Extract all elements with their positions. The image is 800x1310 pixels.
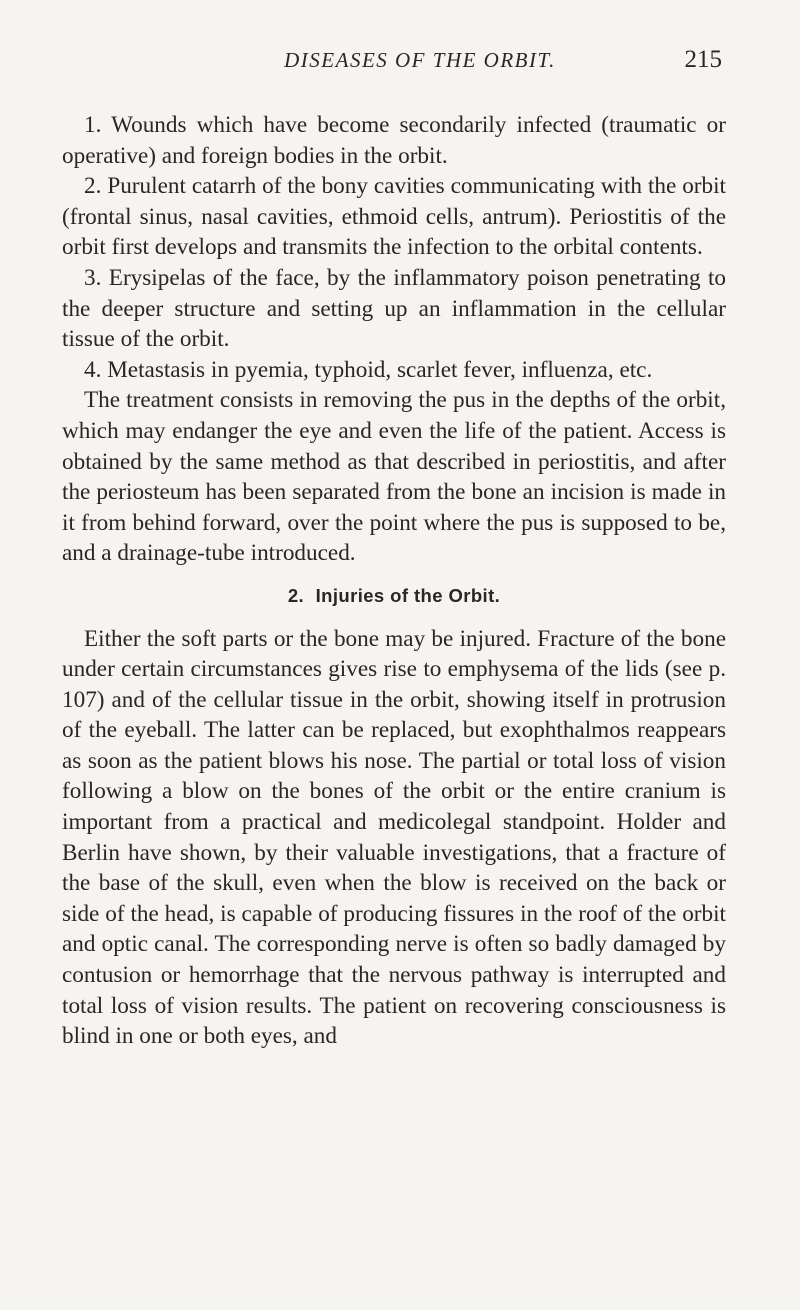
treatment-paragraph: The treatment consists in removing the pus in the depths of the orbit, which may endanger the eye and even the life of the patient. Access is obtained by the same method as that described in periostitis, and after the periosteum has been separated from the bone an incision is made in it from behind forward, over the point where the pus is supposed to be, and a drainage-tube introduced. (62, 387, 726, 567)
section-number: 2. (287, 584, 305, 606)
list-item-purulent-catarrh: 2. Purulent catarrh of the bony cavities communicating with the orbit (frontal sinus, nasal cavities, ethmoid cells, antrum). Periostitis of the orbit first develops and transmits the infection to the orbital contents. (62, 173, 726, 261)
list-item-erysipelas: 3. Erysipelas of the face, by the inflammatory poison penetrating to the deeper structure and setting up an inflammation in the cellular tissue of the orbit. (62, 264, 726, 353)
section-title: Injuries of the Orbit. (315, 584, 501, 606)
page-number: 215 (684, 46, 722, 73)
injuries-paragraph: Either the soft parts or the bone may be injured. Fracture of the bone under certain circumstances gives rise to emphysema of the lids (see p. 107) and of the cellular tissue in the orbit, showing itself in protrusion of the eyeball. The latter can be replaced, but exophthalmos reappears as soon as the patient blows his nose. The partial or total loss of vision following a blow on the bones of the orbit or the entire cranium is important from a practical and medicolegal standpoint. Holder and Berlin have shown, by their valuable investigations, that a fracture of the base of the skull, even when the blow is received on the back or side of the head, is capable of producing fissures in the roof of the orbit and optic canal. The corresponding nerve is often so badly damaged by contusion or hemorrhage that the nervous pathway is interrupted and total loss of vision results. The patient on recovering consciousness is blind in one or both eyes, and (62, 625, 726, 1050)
list-item-metastasis: 4. Metastasis in pyemia, typhoid, scarlet fever, influenza, etc. (84, 356, 653, 383)
body-text (62, 110, 726, 1052)
section-heading (62, 581, 726, 612)
running-title: DISEASES OF THE ORBIT. (284, 48, 556, 72)
running-header (118, 44, 722, 80)
list-item-wounds: 1. Wounds which have become secondarily infected (traumatic or operative) and foreign bodies in the orbit. (62, 112, 726, 169)
